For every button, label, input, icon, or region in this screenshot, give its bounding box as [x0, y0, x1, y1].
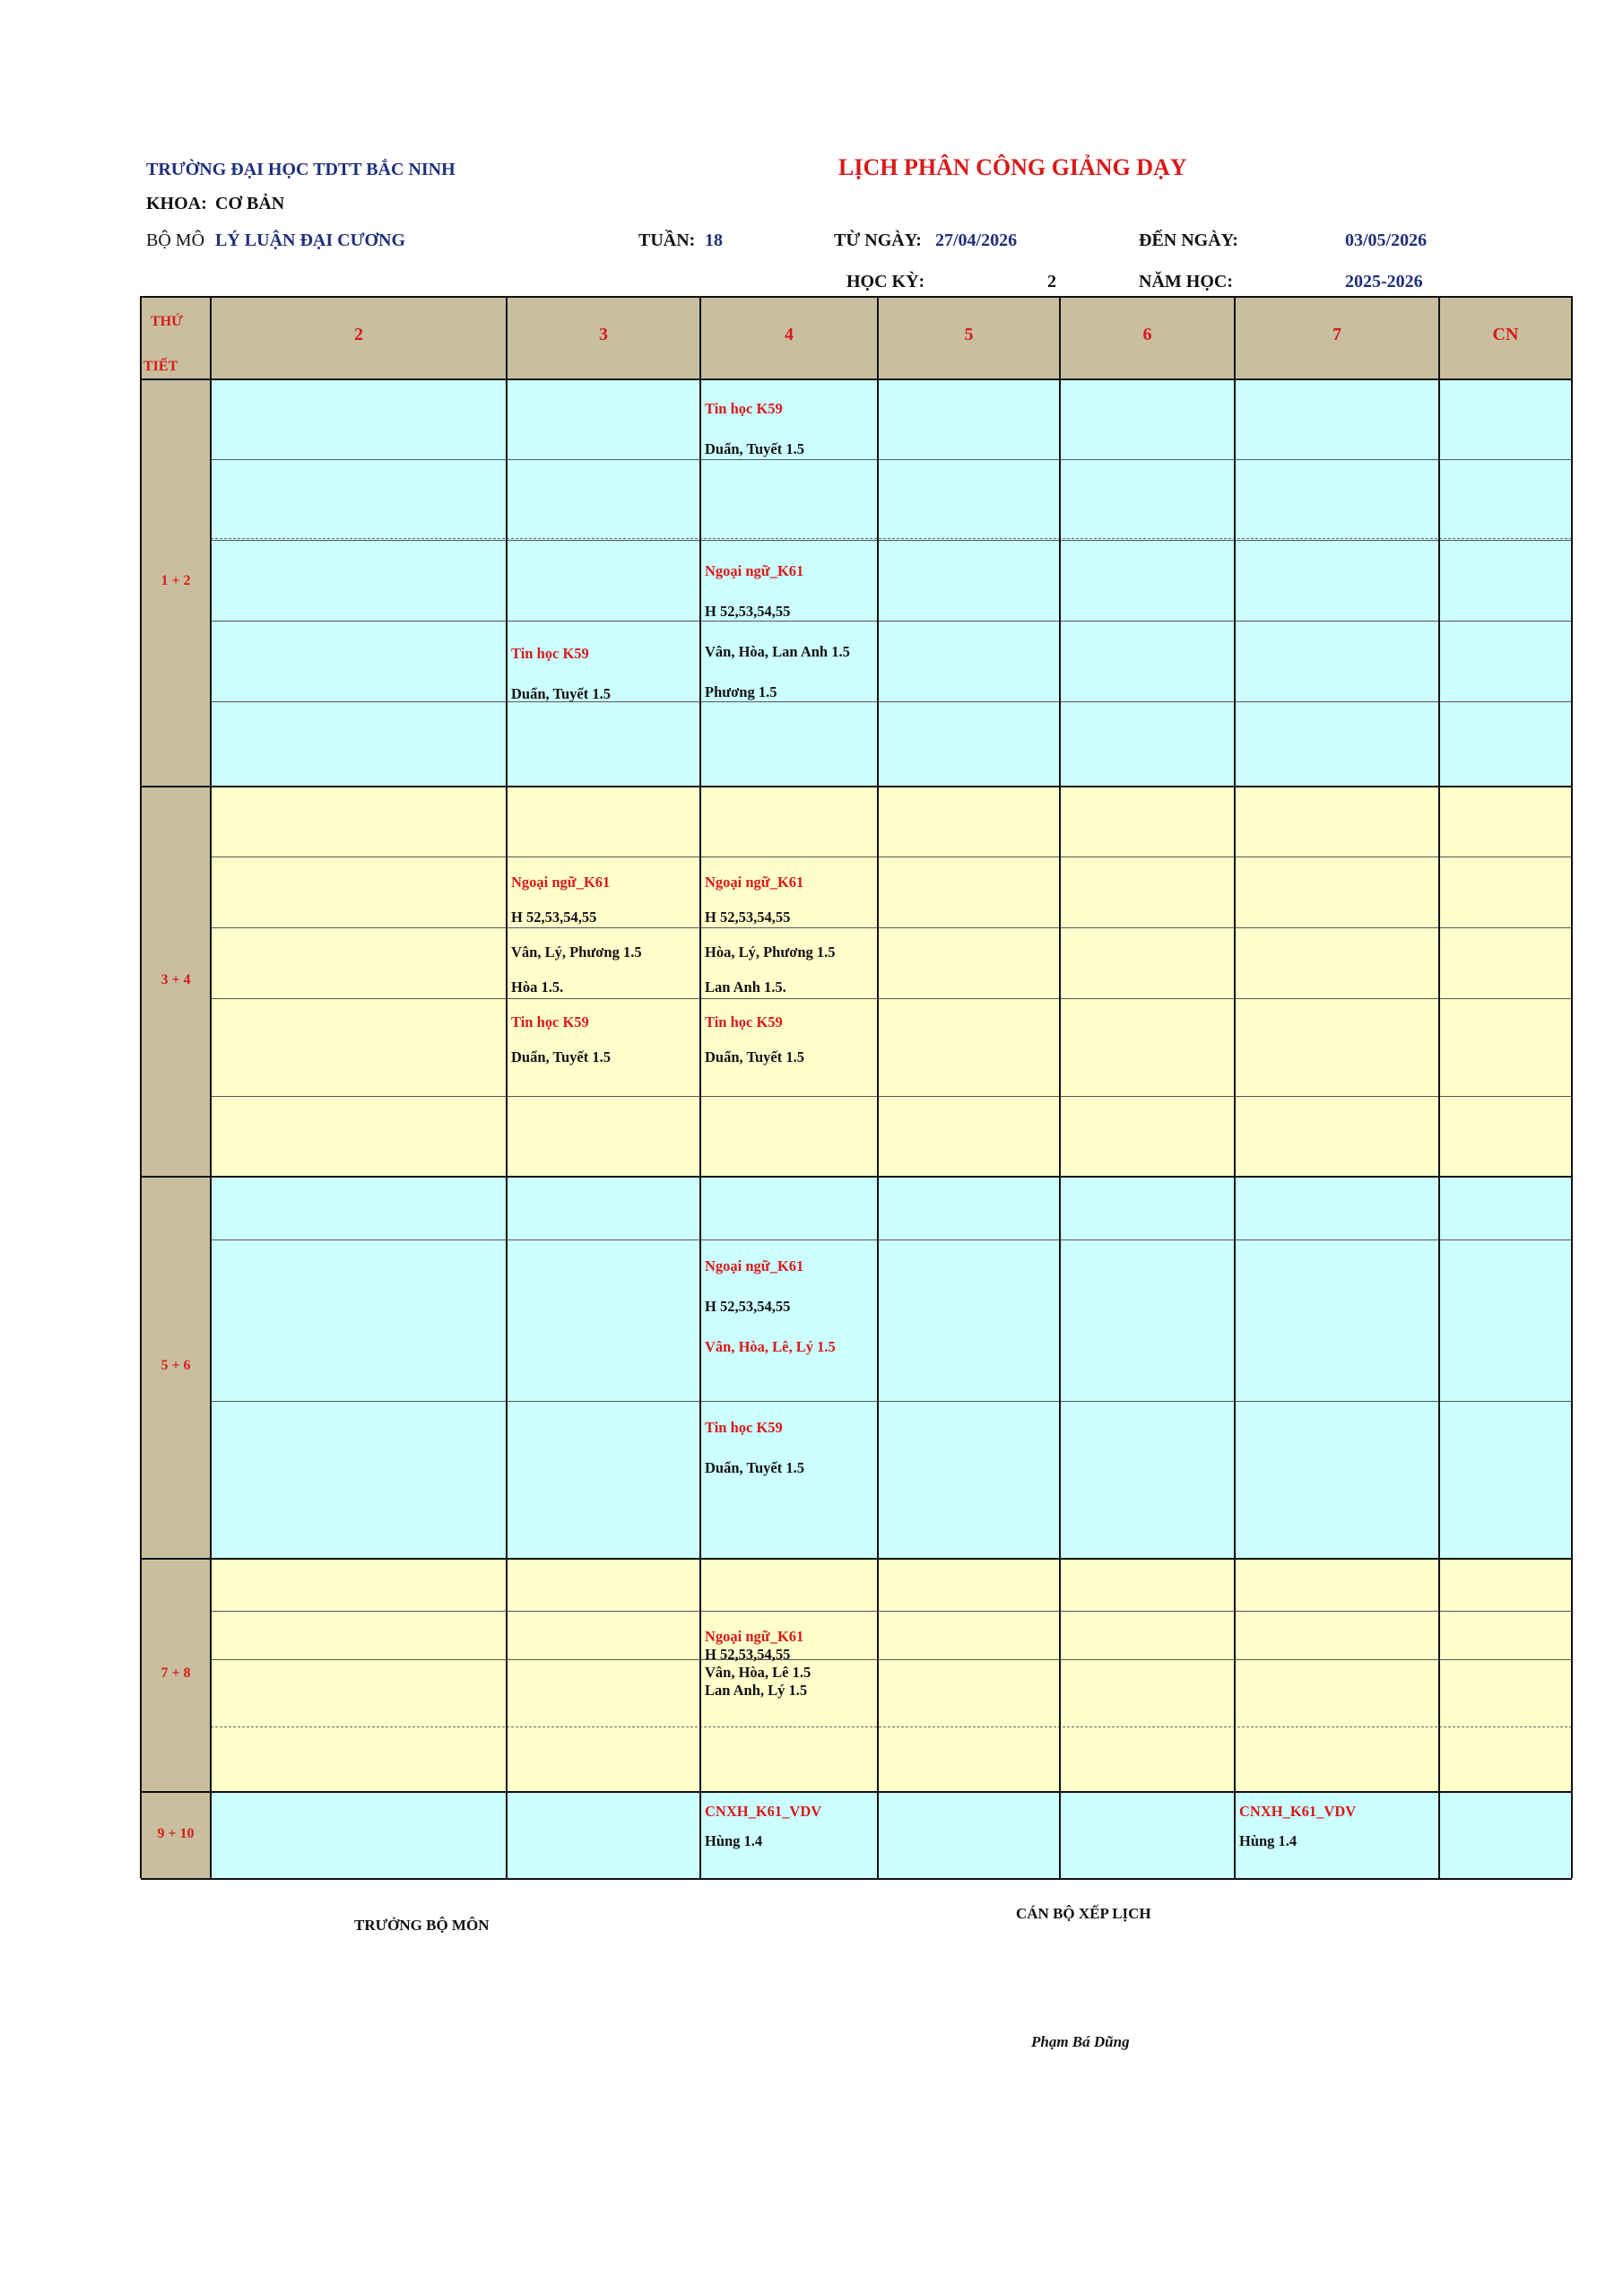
schedule-entry-line: Tin học K59 [705, 1013, 783, 1031]
schedule-entry-line: Vân, Lý, Phương 1.5 [511, 944, 642, 961]
day-header-6: 6 [1142, 325, 1152, 344]
grid-line [211, 927, 1572, 928]
band-border [141, 1558, 1572, 1560]
period-label: 9 + 10 [157, 1825, 195, 1841]
grid-line [211, 701, 1572, 702]
day-header-CN: CN [1492, 325, 1519, 344]
schedule-entry-line: Ngoại ngữ_K61 [511, 874, 611, 891]
schedule-entry-line: Tin học K59 [705, 1419, 783, 1436]
grid-line [211, 1096, 1572, 1097]
schedule-entry-line: Phương 1.5 [705, 683, 777, 700]
page-title: LỊCH PHÂN CÔNG GIẢNG DẠY [838, 154, 1187, 180]
period-band [211, 1791, 1572, 1878]
schedule-entry-line: Hùng 1.4 [1239, 1832, 1298, 1849]
grid-line [1571, 296, 1573, 1878]
schedule-entry-line: Lan Anh, Lý 1.5 [705, 1682, 808, 1699]
schedule-entry-line: H 52,53,54,55 [705, 1298, 791, 1315]
bomon-value: LÝ LUẬN ĐẠI CƯƠNG [215, 230, 406, 250]
schedule-entry-line: Ngoại ngữ_K61 [705, 1628, 804, 1645]
schedule-entry-line: H 52,53,54,55 [705, 603, 791, 620]
period-band [211, 1558, 1572, 1791]
period-label: 1 + 2 [161, 573, 191, 588]
tuan-value: 18 [705, 230, 723, 250]
schedule-entry-line: Duẩn, Tuyết 1.5 [705, 1048, 804, 1065]
schedule-entry-line: Ngoại ngữ_K61 [705, 874, 804, 891]
grid-line [211, 1659, 1572, 1660]
dashed-grid-line [211, 538, 1572, 539]
grid-line [210, 296, 212, 1878]
grid-line [506, 296, 508, 1878]
tungay-value: 27/04/2026 [935, 230, 1018, 250]
tuan-label: TUẦN: [638, 230, 696, 250]
schedule-entry-line: Tin học K59 [511, 1013, 589, 1031]
grid-line [140, 296, 142, 1878]
schedule-entry-line: H 52,53,54,55 [705, 909, 791, 926]
schedule-entry-line: Hòa 1.5. [511, 978, 564, 996]
hocky-value: 2 [1047, 272, 1056, 291]
denngay-value: 03/05/2026 [1345, 230, 1428, 250]
schedule-entry-line: Tin học K59 [511, 645, 589, 662]
schedule-entry-line: Hùng 1.4 [705, 1832, 763, 1849]
day-header-2: 2 [354, 325, 363, 344]
khoa-value: CƠ BẢN [215, 194, 285, 213]
day-header-7: 7 [1332, 325, 1341, 344]
schedule-entry-line: Vân, Hòa, Lan Anh 1.5 [705, 643, 850, 660]
period-label: 7 + 8 [161, 1665, 191, 1681]
grid-line [877, 296, 879, 1878]
band-border [141, 296, 1572, 298]
day-header-5: 5 [964, 325, 974, 344]
period-band [211, 378, 1572, 786]
grid-line [211, 1401, 1572, 1402]
schedule-entry-line: Vân, Hòa, Lê 1.5 [705, 1664, 812, 1681]
schedule-entry-line: H 52,53,54,55 [705, 1646, 791, 1663]
period-band [211, 1176, 1572, 1558]
schedule-entry-line: Vân, Hòa, Lê, Lý 1.5 [705, 1338, 836, 1355]
day-header-4: 4 [785, 325, 794, 344]
grid-line [211, 621, 1572, 622]
namhoc-label: NĂM HỌC: [1139, 272, 1233, 291]
grid-line [1438, 296, 1440, 1878]
schedule-entry-line: Tin học K59 [705, 400, 783, 417]
schedule-entry-line: Duẩn, Tuyết 1.5 [511, 685, 611, 702]
truong-bo-mon-label: TRƯỞNG BỘ MÔN [354, 1917, 490, 1934]
grid-line [211, 1239, 1572, 1240]
period-band [211, 786, 1572, 1176]
schedule-entry-line: Ngoại ngữ_K61 [705, 562, 804, 579]
schedule-entry-line: CNXH_K61_VDV [1239, 1803, 1357, 1820]
khoa-label: KHOA: [146, 194, 207, 213]
schedule-entry-line: Ngoại ngữ_K61 [705, 1257, 804, 1274]
grid-line [1059, 296, 1061, 1878]
period-label: 5 + 6 [161, 1358, 191, 1373]
schedule-entry-line: Duẩn, Tuyết 1.5 [705, 1459, 804, 1476]
corner-label-thu: THỨ [151, 314, 183, 329]
dashed-grid-line [211, 1726, 1572, 1727]
band-border [141, 1176, 1572, 1178]
schedule-entry-line: Lan Anh 1.5. [705, 978, 786, 996]
schedule-entry-line: Duẩn, Tuyết 1.5 [511, 1048, 611, 1065]
band-border [141, 1878, 1572, 1880]
denngay-label: ĐẾN NGÀY: [1139, 230, 1238, 250]
schedule-entry-line: H 52,53,54,55 [511, 909, 597, 926]
period-label: 3 + 4 [161, 971, 191, 987]
bomon-label: BỘ MÔ [146, 230, 205, 250]
can-bo-xep-lich-label: CÁN BỘ XẾP LỊCH [1016, 1905, 1151, 1922]
grid-line [211, 1611, 1572, 1612]
band-border [141, 1791, 1572, 1793]
namhoc-value: 2025-2026 [1345, 272, 1423, 291]
grid-line [211, 540, 1572, 541]
grid-line [699, 296, 701, 1878]
schedule-entry-line: CNXH_K61_VDV [705, 1803, 822, 1820]
grid-line [211, 998, 1572, 999]
tungay-label: TỪ NGÀY: [834, 230, 922, 250]
corner-label-tiet: TIẾT [143, 359, 178, 374]
grid-line [211, 459, 1572, 460]
hocky-label: HỌC KỲ: [846, 272, 925, 291]
signer-name: Phạm Bá Dũng [1031, 2033, 1130, 2050]
band-border [141, 378, 1572, 380]
grid-line [1234, 296, 1236, 1878]
schedule-entry-line: Duẩn, Tuyết 1.5 [705, 440, 804, 457]
day-header-3: 3 [599, 325, 608, 344]
band-border [141, 786, 1572, 787]
schedule-entry-line: Hòa, Lý, Phương 1.5 [705, 944, 836, 961]
school-name: TRƯỜNG ĐẠI HỌC TDTT BẮC NINH [146, 160, 456, 179]
